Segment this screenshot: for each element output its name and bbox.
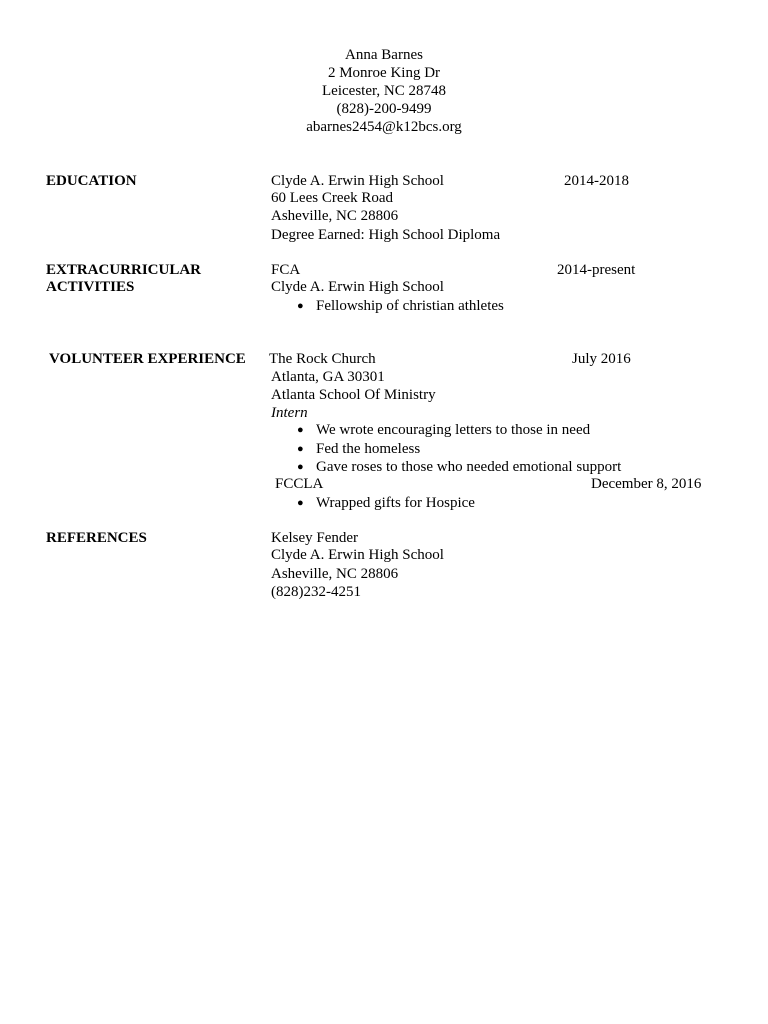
volunteer-city: Atlanta, GA 30301 — [271, 369, 385, 385]
references-city: Asheville, NC 28806 — [271, 566, 399, 582]
references-name: Kelsey Fender — [271, 530, 359, 546]
list-item-text: We wrote encouraging letters to those in need — [316, 422, 591, 438]
contact-name: Anna Barnes — [345, 47, 423, 63]
list-item-text: Fed the homeless — [316, 441, 421, 457]
volunteer-heading: VOLUNTEER EXPERIENCE — [49, 351, 246, 367]
extracurricular-heading-line1: EXTRACURRICULAR — [46, 262, 202, 278]
volunteer-dates2: December 8, 2016 — [591, 476, 702, 492]
volunteer-org: The Rock Church — [269, 351, 376, 367]
extracurricular-org: FCA — [271, 262, 301, 278]
education-city: Asheville, NC 28806 — [271, 208, 399, 224]
bullet-icon: ● — [297, 300, 304, 312]
contact-header — [0, 46, 768, 136]
list-item — [297, 440, 421, 458]
references-school: Clyde A. Erwin High School — [271, 547, 444, 563]
list-item — [297, 458, 622, 476]
volunteer-dates: July 2016 — [572, 351, 631, 367]
list-item-text: Fellowship of christian athletes — [316, 298, 504, 314]
contact-phone: (828)-200-9499 — [336, 101, 432, 117]
bullet-icon: ● — [297, 424, 304, 436]
extracurricular-dates: 2014-present — [557, 262, 636, 278]
education-school: Clyde A. Erwin High School — [271, 173, 444, 189]
education-degree: Degree Earned: High School Diploma — [271, 227, 501, 243]
list-item-text: Wrapped gifts for Hospice — [316, 495, 475, 511]
education-dates: 2014-2018 — [564, 173, 629, 189]
list-item — [297, 494, 475, 512]
extracurricular-heading-line2: ACTIVITIES — [46, 279, 135, 295]
volunteer-role: Intern — [271, 405, 308, 421]
contact-email: abarnes2454@k12bcs.org — [306, 119, 462, 135]
contact-address-line1: 2 Monroe King Dr — [327, 65, 441, 81]
list-item — [297, 421, 591, 439]
references-phone: (828)232-4251 — [271, 584, 361, 600]
list-item — [297, 297, 504, 315]
volunteer-org2: FCCLA — [275, 476, 324, 492]
education-heading: EDUCATION — [46, 173, 137, 189]
contact-address-line2: Leicester, NC 28748 — [322, 83, 446, 99]
bullet-icon: ● — [297, 497, 304, 509]
references-heading: REFERENCES — [46, 530, 147, 546]
bullet-icon: ● — [297, 443, 304, 455]
bullet-icon: ● — [297, 461, 304, 473]
volunteer-program: Atlanta School Of Ministry — [271, 387, 436, 403]
extracurricular-school: Clyde A. Erwin High School — [271, 279, 444, 295]
education-street: 60 Lees Creek Road — [271, 190, 394, 206]
list-item-text: Gave roses to those who needed emotional support — [316, 459, 622, 475]
